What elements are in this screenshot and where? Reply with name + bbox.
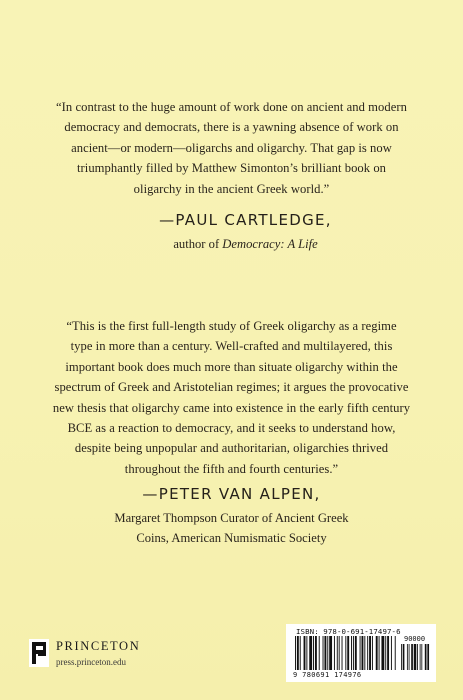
princeton-p-logo-icon bbox=[29, 639, 49, 667]
quote-line: important book does much more than situate oligarchy within the bbox=[65, 359, 398, 374]
barcode-digits: 9 780691 174976 bbox=[293, 671, 362, 679]
quote-line: democracy and democrats, there is a yawning absence of work on bbox=[64, 120, 399, 135]
isbn-barcode bbox=[286, 624, 436, 682]
isbn-label: ISBN: 978-0-691-17497-6 bbox=[296, 627, 401, 636]
quote-line: ancient—or modern—oligarchs and oligarchy. That gap is now bbox=[71, 140, 392, 155]
publisher-logo bbox=[29, 637, 189, 673]
endorser-signature-2: —PETER VAN ALPEN, bbox=[142, 485, 321, 503]
quote-line: oligarchy in the ancient Greek world.” bbox=[133, 181, 330, 196]
publisher-name: PRINCETON bbox=[56, 639, 141, 653]
quote-line: BCE as a reaction to democracy, and it seeks to understand how, bbox=[67, 421, 396, 436]
endorsement-quote-1 bbox=[30, 97, 433, 199]
quote-line: “This is the first full-length study of Greek oligarchy as a regime bbox=[66, 319, 397, 333]
endorser-credit-2-line-1: Margaret Thompson Curator of Ancient Greek bbox=[114, 511, 349, 525]
barcode-addon-digits: 90000 bbox=[404, 635, 426, 643]
endorser-credit-2-line-2: Coins, American Numismatic Society bbox=[136, 531, 327, 545]
credit-work-title: Democracy: A Life bbox=[222, 237, 318, 251]
quote-line: new thesis that oligarchy came into existence in the early fifth century bbox=[52, 400, 411, 415]
endorsement-quote-2 bbox=[30, 316, 433, 479]
quote-line: despite being unpopular and authoritarian, oligarchies thrived bbox=[74, 441, 389, 456]
quote-line: type in more than a century. Well-crafted and multilayered, this bbox=[70, 339, 393, 354]
quote-line: triumphantly filled by Matthew Simonton’s brilliant book on bbox=[76, 161, 387, 176]
publisher-url: press.princeton.edu bbox=[56, 657, 126, 667]
quote-line: throughout the fifth and fourth centuries.” bbox=[124, 461, 339, 476]
credit-prefix: author of bbox=[173, 237, 223, 251]
quote-line: spectrum of Greek and Aristotelian regimes; it argues the provocative bbox=[54, 380, 409, 395]
endorser-credit-1 bbox=[14, 234, 463, 254]
quote-line: “In contrast to the huge amount of work done on ancient and modern bbox=[56, 100, 407, 114]
endorser-signature-1: —PAUL CARTLEDGE, bbox=[159, 211, 332, 229]
